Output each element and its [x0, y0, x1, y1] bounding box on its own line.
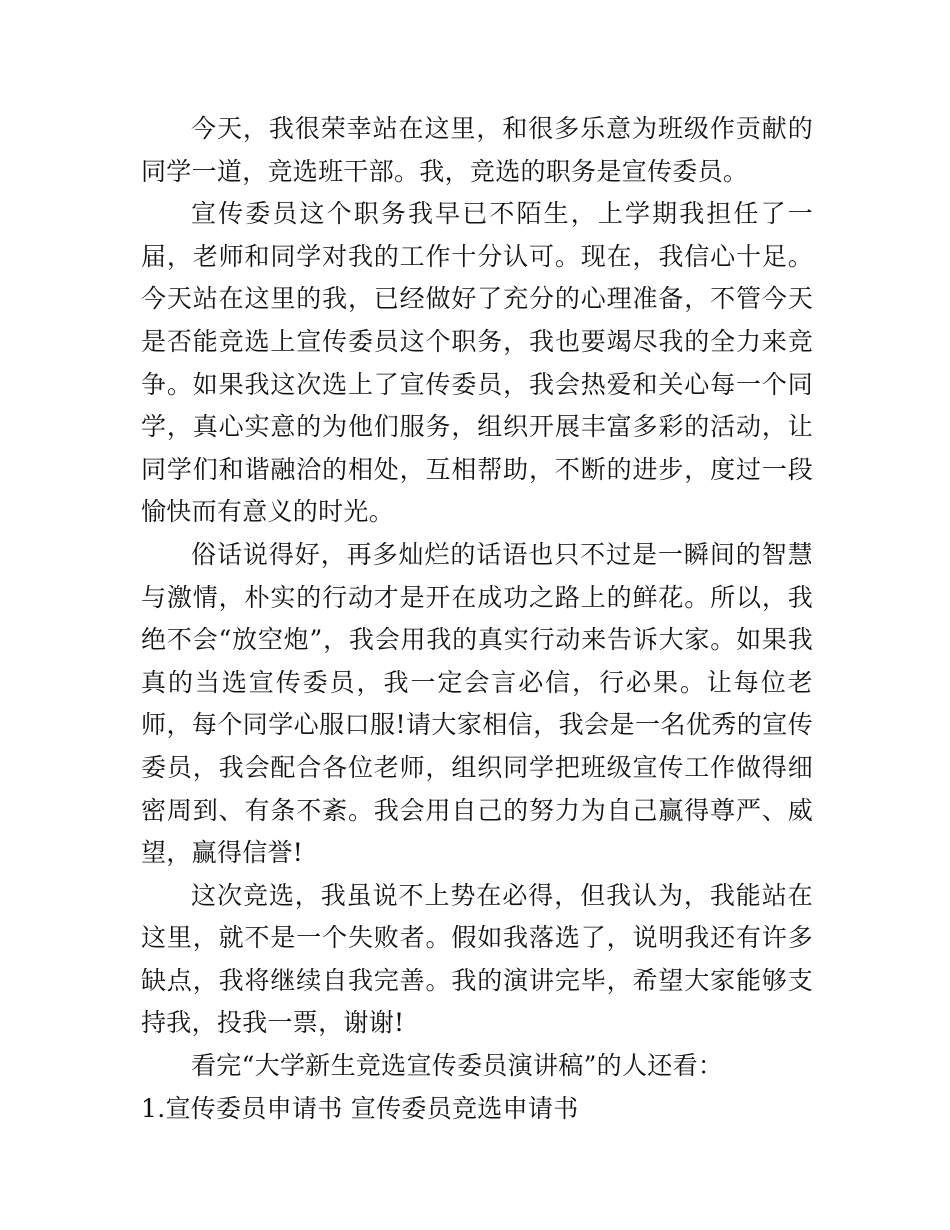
document-body: [141, 108, 813, 1130]
related-article-link-1[interactable]: 1.宣传委员申请书 宣传委员竞选申请书: [141, 1093, 579, 1123]
paragraph-3: 俗话说得好，再多灿烂的话语也只不过是一瞬间的智慧与激情，朴实的行动才是开在成功之路上的鲜花。所以，我绝不会“放空炮”，我会用我的真实行动来告诉大家。如果我真的当选宣传委员，我一定会言必信，行必果。让每位老师，每个同学心服口服!请大家相信，我会是一名优秀的宣传委员，我会配合各位老师，组织同学把班级宣传工作做得细密周到、有条不紊。我会用自己的努力为自己赢得尊严、威望，赢得信誉!: [141, 539, 813, 868]
related-articles-heading: 看完“大学新生竞选宣传委员演讲稿”的人还看：: [191, 1051, 724, 1081]
paragraph-2: 宣传委员这个职务我早已不陌生，上学期我担任了一届，老师和同学对我的工作十分认可。现在，我信心十足。今天站在这里的我，已经做好了充分的心理准备，不管今天是否能竞选上宣传委员这个职务，我也要竭尽我的全力来竞争。如果我这次选上了宣传委员，我会热爱和关心每一个同学，真心实意的为他们服务，组织开展丰富多彩的活动，让同学们和谐融洽的相处，互相帮助，不断的进步，度过一段愉快而有意义的时光。: [141, 199, 813, 527]
paragraph-4: 这次竞选，我虽说不上势在必得，但我认为，我能站在这里，就不是一个失败者。假如我落选了，说明我还有许多缺点，我将继续自我完善。我的演讲完毕，希望大家能够支持我，投我一票，谢谢!: [141, 880, 813, 1038]
paragraph-1: 今天，我很荣幸站在这里，和很多乐意为班级作贡献的同学一道，竞选班干部。我，竞选的职务是宣传委员。: [141, 114, 813, 186]
